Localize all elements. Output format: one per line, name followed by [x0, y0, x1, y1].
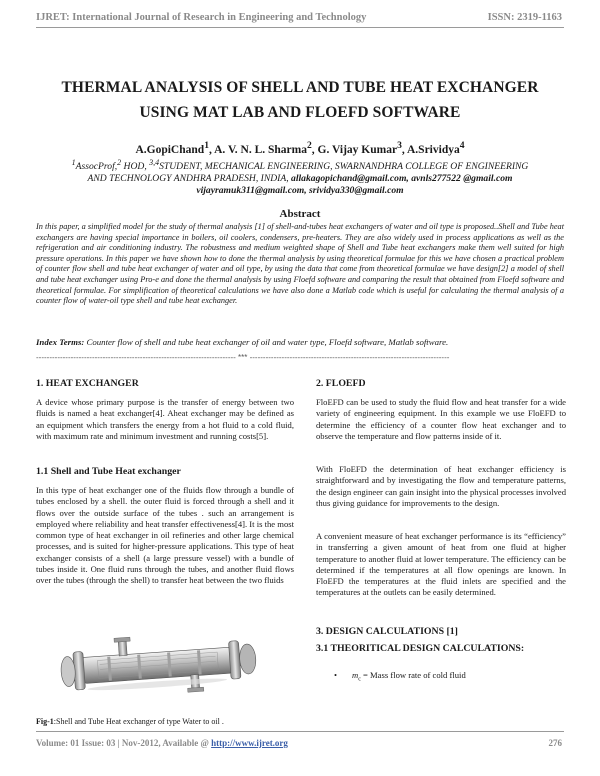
inlet-nozzle	[118, 640, 127, 656]
figure-caption	[36, 717, 294, 726]
section-separator: --------------------------------------------------------------------------- *** ---------------------------------------------------------------------------	[36, 353, 450, 362]
mass-flow-definition	[352, 670, 466, 683]
aff-text: AND TECHNOLOGY ANDHRA PRADESH, INDIA,	[87, 173, 292, 185]
figure-caption-text: :Shell and Tube Heat exchanger of type Water to oil .	[53, 717, 224, 726]
section-2-heading: 2. FLOEFD	[316, 378, 366, 389]
aff-text: AssocProf,	[75, 161, 118, 173]
author-1-sup: 1	[204, 140, 209, 151]
author-separator: ,	[208, 143, 215, 156]
affiliation-line-2	[30, 173, 570, 185]
author-1: A.GopiChand	[135, 143, 205, 156]
author-separator: ,	[311, 143, 318, 156]
authors-line	[30, 140, 570, 156]
floefd-paragraph-2: With FloEFD the determination of heat exchanger efficiency is straightforward and by investigating the flow and temperature patterns, the design engineer can gain insight into the physical processes involved thus giving guidance for improvements to the design.	[316, 464, 566, 508]
paper-title-line-2: USING MAT LAB AND FLOEFD SOFTWARE	[139, 104, 461, 121]
author-2-sup: 2	[306, 140, 312, 151]
index-terms-text: Counter flow of shell and tube heat exchanger of oil and water type, Floefd software, Matlab software.	[84, 337, 449, 347]
author-4: A.Srividya	[407, 143, 460, 156]
section-1-1-heading: 1.1 Shell and Tube Heat exchanger	[36, 466, 181, 477]
page-number: 276	[548, 738, 562, 748]
author-4-sup: 4	[459, 140, 465, 151]
aff-emails: vijayramuk311@gmail.com, srividya330@gmail.com	[196, 185, 404, 197]
floefd-paragraph-1: FloEFD can be used to study the fluid flow and heat transfer for a wide variety of engineering equipment. In this example we use FloEFD to determine the efficiency of a counter flow heat exchanger and to observe the temperature and flow patterns inside of it.	[316, 397, 566, 441]
figure-caption-label: Fig-1	[36, 717, 54, 726]
paper-title-line-1: THERMAL ANALYSIS OF SHELL AND TUBE HEAT EXCHANGER	[61, 79, 539, 96]
section-3-heading: 3. DESIGN CALCULATIONS [1]	[316, 626, 458, 637]
footer-url-link[interactable]: http://www.ijret.org	[211, 738, 288, 748]
footer-rule	[36, 731, 564, 732]
section-1-text: A device whose primary purpose is the transfer of energy between two fluids is named a heat exchanger[4]. Aheat exchanger may be defined as an equipment which transfers the energy from a hot fluid to a cold fluid, with maximum rate and minimum investment and running costs[5].	[36, 397, 294, 441]
affiliation	[30, 157, 570, 197]
bullet-text: = Mass flow rate of cold fluid	[360, 670, 466, 680]
affiliation-line-1	[30, 157, 570, 173]
right-head	[239, 643, 257, 674]
abstract-heading: Abstract	[279, 208, 321, 220]
author-3: G. Vijay Kumar	[317, 143, 398, 156]
author-separator: ,	[401, 143, 407, 156]
journal-header: IJRET: International Journal of Research in Engineering and Technology	[36, 12, 367, 23]
aff-emails: allakagopichand@gmail.com, avnls277522 @gmail.com	[291, 173, 513, 185]
heat-exchanger-figure	[60, 622, 265, 710]
issn-header: ISSN: 2319-1163	[487, 12, 562, 23]
index-terms-label: Index Terms:	[36, 337, 85, 347]
symbol-m: m	[352, 670, 359, 680]
aff-sup: 2	[117, 158, 122, 167]
section-3-1-heading: 3.1 THEORITICAL DESIGN CALCULATIONS:	[316, 643, 525, 654]
aff-sup: 3,4	[149, 158, 160, 167]
author-2: A. V. N. L. Sharma	[214, 143, 307, 156]
footer-volume	[36, 738, 288, 748]
section-1-1-text: In this type of heat exchanger one of the fluids flow through a bundle of tubes enclosed by a shell. the outer fluid is forced through a shell and it flows over the outside surface of the tubes . such an arrangement is employed where reliability and heat transfer effectiveness[4]. It is the most common type of heat exchanger in oil refineries and other large chemical processes, and is suited for higher-pressure applications. This type of heat exchanger consists of a shell (a large pressure vessel) with a bundle of tubes inside it. One fluid runs through the tubes, and another fluid flows over the tubes (through the shell) to transfer heat between the two fluids	[36, 485, 294, 586]
symbol-sub: c	[358, 676, 361, 683]
footer-volume-text: Volume: 01 Issue: 03 | Nov-2012, Available @	[36, 738, 212, 748]
author-3-sup: 3	[397, 140, 402, 151]
floefd-paragraph-3: A convenient measure of heat exchanger performance is its “efficiency” in transferring a given amount of heat from one fluid at higher temperature to another fluid at lower temperature. The efficiency can be determined if the temperatures at all flow openings are known. In FloEFD the temperatures at the fluid inlets are specified and the temperatures at the outlets can be easily determined.	[316, 531, 566, 598]
aff-text: STUDENT, MECHANICAL ENGINEERING, SWARNANDHRA COLLEGE OF ENGINEERING	[159, 161, 529, 173]
aff-text: HOD,	[121, 161, 150, 173]
index-terms	[36, 337, 564, 347]
affiliation-line-3	[30, 185, 570, 197]
header-rule	[36, 27, 564, 28]
aff-sup: 1	[71, 158, 76, 167]
right-flange	[228, 641, 241, 680]
section-1-heading: 1. HEAT EXCHANGER	[36, 378, 139, 389]
abstract-text: In this paper, a simplified model for the study of thermal analysis [1] of shell-and-tubes heat exchangers of water and oil type is proposed..Shell and Tube heat exchangers are having special importance in boilers, oil coolers, condensers, pre-heaters. They are also widely used in process applications as well as the refrigeration and air conditioning industry. The robustness and medium weighted shape of Shell and Tube heat exchangers make them well suited for high pressure operations. In this paper we have shown how to done the thermal analysis by using theoretical formulae for this we have chosen a practical problem of counter flow shell and tube heat exchanger of water and oil type, by using the data that come from theoretical formulae we have design[2] a model of shell and tube heat exchanger using Pro-e and done the thermal analysis by using Floefd software and comparing the result that obtained from Floefd software and theoretical formulae. For simplification of theoretical calculations we have also done a Matlab code which is useful for calculating the thermal analysis of a counter flow of water-oil type shell and tube heat exchanger.	[36, 222, 564, 306]
bullet-dot: •	[334, 670, 338, 680]
